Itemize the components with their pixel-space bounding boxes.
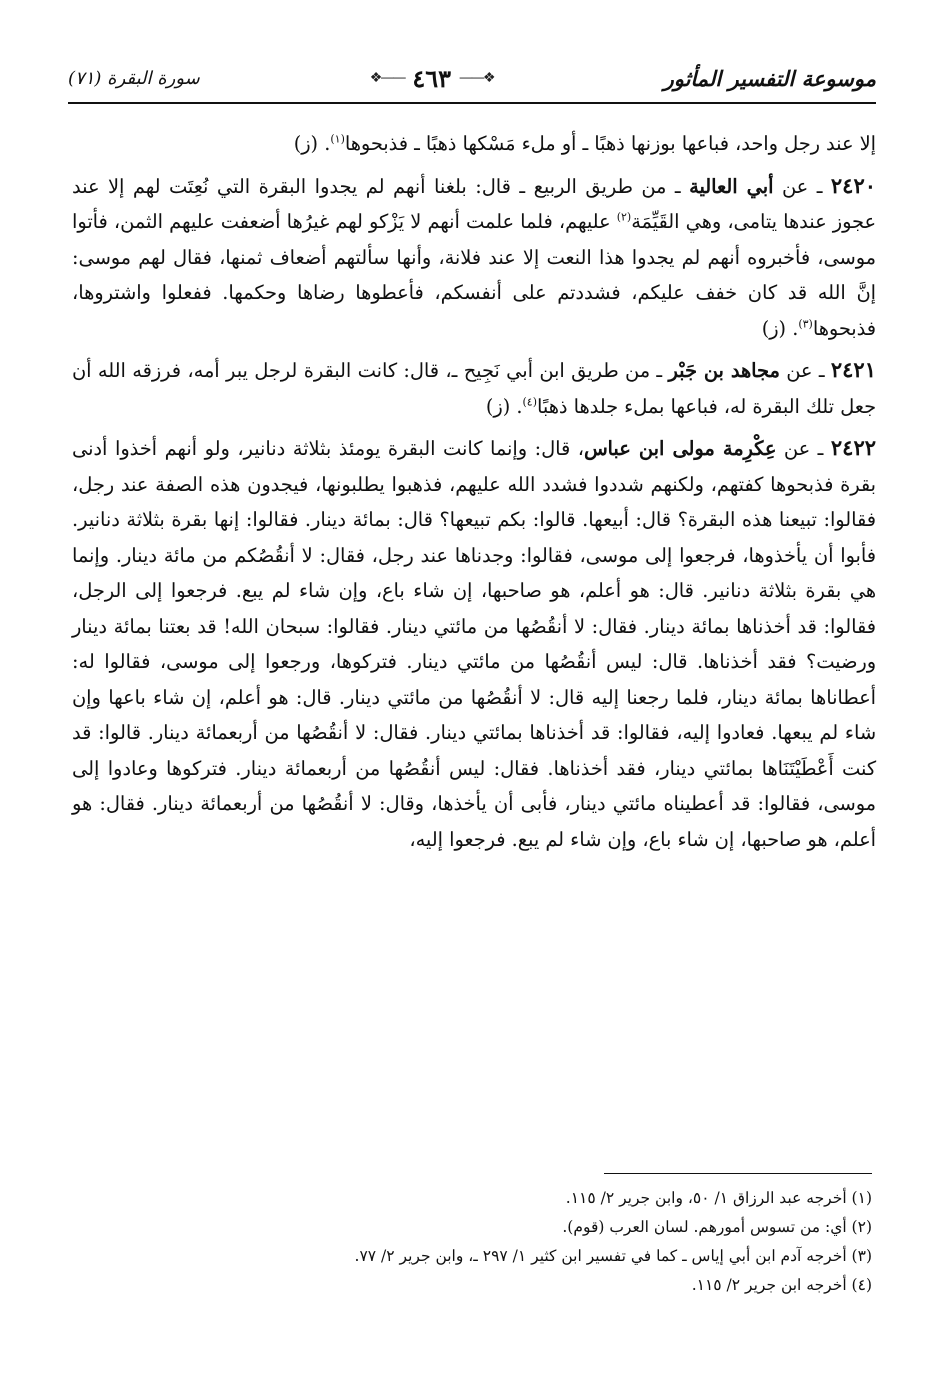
paragraph-2421 (72, 352, 876, 424)
text: ـ عن (773, 174, 831, 198)
ornament-left-icon: ❖—— (459, 70, 494, 86)
footnote-ref: (٢) (616, 210, 632, 224)
page-number-block (370, 64, 494, 93)
page-header (68, 56, 876, 100)
narrator-name: أبي العالية (689, 174, 774, 198)
footnote-ref: (٤) (522, 395, 538, 409)
text: . (ز) (293, 132, 331, 155)
footnote-4: (٤) أخرجه ابن جرير ٢/ ١١٥. (691, 1276, 872, 1294)
text: ، قال: وإنما كانت البقرة يومئذ بثلاثة دنانير، ولو أنهم أخذوا أدنى بقرة فذبحوها كفتهم، ولكنهم شددوا فشدد الله عليهم، فذهبوا يطلبونها، فيجدون هذه الصفة عند رجل، فقالوا: تبيعنا هذه البقرة؟ قال: أبيعها. قالوا: بكم تبيعها؟ قال: بمائة دينار. فقالوا: إنها بقرة بثلاثة دنانير. فأبوا أن يأخذوها، فرجعوا إلى موسى، فقالوا: وجدناها عند رجل، فقال: لا أنقُصُكم من مائة دينار. وإنما هي بقرة بثلاثة دنانير. قال: هو أعلم، هو صاحبها، إن شاء باع، وإن شاء لم يبع. فرجعوا إلى الرجل، فقالوا: قد أخذناها بمائة دينار. فقال: لا أنقُصُها من مائتي دينار. فقالوا: سبحان الله! قد بعتنا بمائة دينار ورضيت؟ فقد أخذناها. قال: ليس أنقُصُها من مائتي دينار. فتركوها، ورجعوا إلى موسى، فقالوا له: أعطاناها بمائة دينار، فلما رجعنا إليه قال: لا أنقُصُها من مائتي دينار. قال: هو أعلم، إن شاء باعها وإن شاء لم يبعها. فعادوا إليه، فقالوا: قد أخذناها بمائتي دينار. فقال: لا أنقُصُها من أربعمائة دينار. قالوا: قد كنت أَعْطَيْتَنَاها بمائتي دينار، فقد أخذناها. فقال: ليس أنقُصُها من أربعمائة دينار. فتركوها وعادوا إلى موسى، فقالوا: قد أعطيناه مائتي دينار، فأبى أن يأخذها، وقال: لا أنقُصُها من أربعمائة دينار. فقال: هو أعلم، هو صاحبها، إن شاء باع، وإن شاء لم يبع. فرجعوا إليه، (72, 437, 876, 851)
text: . (ز) (761, 316, 799, 340)
text: ـ من طريق الربيع ـ قال: بلغنا أنهم لم يجدوا البقرة التي نُعِتَت لهم إلا عند عجوز عندها يتامى، وهي القَيِّمَة (72, 174, 876, 233)
paragraph-continuation (72, 126, 876, 162)
footnote-2: (٢) أي: من تسوس أمورهم. لسان العرب (قوم). (562, 1218, 872, 1236)
footnote-ref: (٣) (798, 317, 813, 331)
footnote-3: (٣) أخرجه آدم ابن أبي إياس ـ كما في تفسير ابن كثير ١/ ٢٩٧ ـ، وابن جرير ٢/ ٧٧. (354, 1247, 872, 1265)
text: ـ من طريق ابن أبي نَجِيح ـ، قال: كانت البقرة لرجل يبر أمه، فرزقه الله أن جعل تلك البقرة له، فباعها بملء جلدها ذهبًا (72, 359, 876, 418)
footnote-divider (604, 1173, 872, 1174)
paragraph-2422 (72, 430, 876, 857)
ornament-right-icon: ——❖ (369, 70, 405, 86)
narration-number: ٢٤٢٢ (830, 435, 877, 460)
narration-number: ٢٤٢١ (830, 357, 876, 382)
narration-number: ٢٤٢٠ (830, 172, 877, 198)
text: ـ عن (776, 437, 831, 460)
paragraph-2420 (72, 168, 876, 347)
running-title: موسوعة التفسير المأثور (663, 65, 876, 91)
page-number: ٤٦٣ (412, 63, 451, 93)
text: عليهم، فلما علمت أنهم لا يَزْكو لهم غيرُها أضعفت عليهم الثمن، فأتوا موسى، فأخبروه أنهم لم يجدوا هذا النعت إلا عند فلانة، وأنها سألتهم أضعاف ثمنها، فقال لهم موسى: إنَّ الله قد كان خفف عليكم، فشددتم على أنفسكم، فأعطوها رضاها وحكمها. ففعلوا واشتروها، فذبحوها (72, 210, 876, 340)
footnotes (72, 1184, 872, 1300)
text: . (ز) (485, 394, 523, 418)
header-divider (68, 102, 876, 104)
surah-title: سورة البقرة (٧١) (68, 67, 200, 89)
text: إلا عند رجل واحد، فباعها بوزنها ذهبًا ـ أو ملء مَسْكها ذهبًا ـ فذبحوها (344, 132, 876, 155)
text: ـ عن (779, 359, 831, 382)
footnote-1: (١) أخرجه عبد الرزاق ١/ ٥٠، وابن جرير ٢/ ١١٥. (565, 1189, 872, 1207)
main-text (72, 126, 876, 857)
narrator-name: عِكْرِمة مولى ابن عباس (584, 437, 777, 460)
narrator-name: مجاهد بن جَبْر (668, 359, 780, 382)
footnote-ref: (١) (330, 132, 345, 146)
